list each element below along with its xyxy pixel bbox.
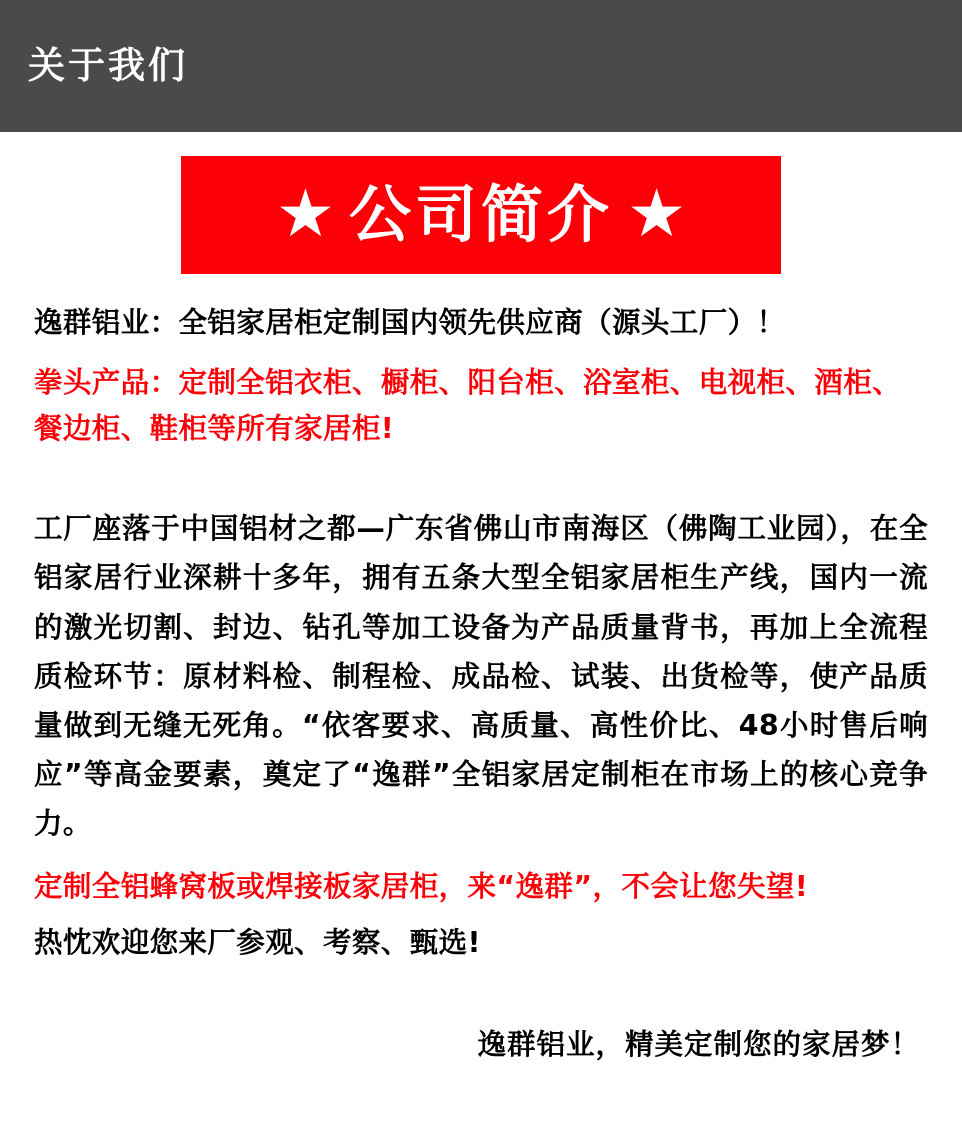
custom-highlight-paragraph: 定制全铝蜂窝板或焊接板家居柜，来“逸群”，不会让您失望! [34,869,809,903]
welcome-paragraph: 热忱欢迎您来厂参观、考察、甄选! [34,925,481,959]
company-slogan: 逸群铝业，精美定制您的家居梦！ [477,1027,920,1061]
banner-title: 公司简介 [348,178,613,251]
page-title: 关于我们 [28,43,188,87]
intro-paragraph: 逸群铝业：全铝家居柜定制国内领先供应商（源头工厂）！ [34,306,786,339]
company-profile-banner [181,156,781,274]
page-header [0,0,962,132]
company-profile-content [0,300,962,1128]
products-highlight-paragraph: 拳头产品：定制全铝衣柜、橱柜、阳台柜、浴室柜、电视柜、酒柜、餐边柜、鞋柜等所有家居柜! [34,366,902,446]
main-description-paragraph: 工厂座落于中国铝材之都—广东省佛山市南海区（佛陶工业园），在全铝家居行业深耕十多年，拥有五条大型全铝家居柜生产线，国内一流的激光切割、封边、钻孔等加工设备为产品质量背书，再加上全流程质检环节：原材料检、制程检、成品检、试装、出货检等，使产品质量做到无缝无死角。“依客要求、高质量、高性价比、48小时售后响应”等高金要素，奠定了“逸群”全铝家居定制柜在市场上的核心竞争力。 [34,512,928,840]
star-icon-right: ★ [627,176,687,250]
company-profile-banner-wrapper [0,156,962,274]
bottom-spacer [34,1068,928,1128]
star-icon-left: ★ [275,176,335,250]
